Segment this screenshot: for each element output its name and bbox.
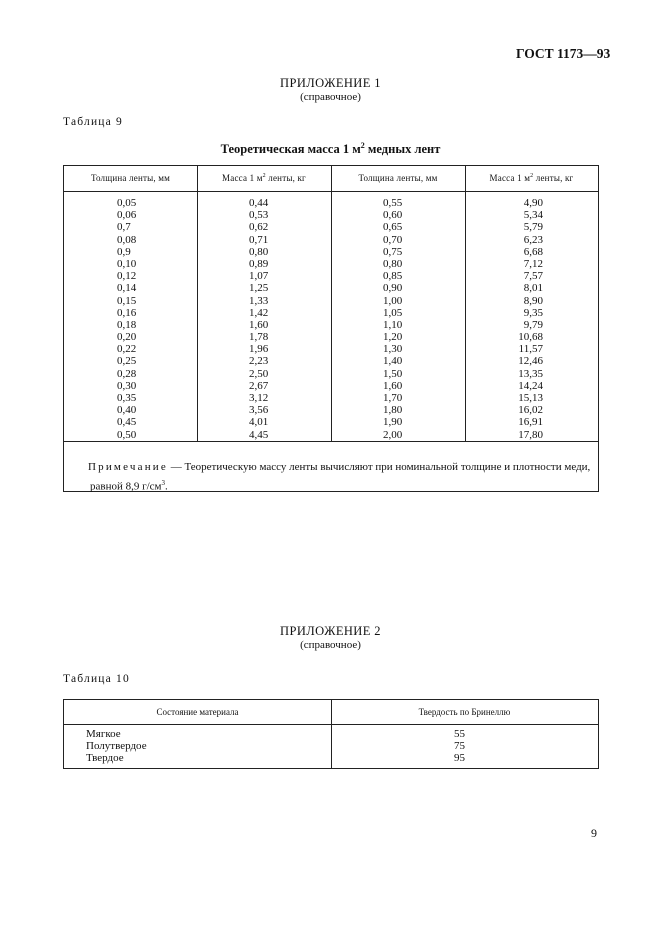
table10-header-state: Состояние материала [156,707,239,717]
table9 [63,165,599,492]
table9-cell: 0,15 [117,294,137,307]
table9-col-mass-2 [508,197,543,441]
table9-cell: 4,01 [249,416,269,429]
table9-cell: 7,57 [523,270,543,283]
table9-header-thickness-1: Толщина ленты, мм [90,173,171,183]
table9-cell: 0,12 [117,270,137,283]
table9-cell: 5,79 [523,221,543,234]
table9-cell: 1,42 [249,306,269,319]
table9-cell: 0,44 [249,197,269,209]
table9-cell: 6,23 [523,233,543,246]
table9-cell: 1,60 [249,318,269,331]
annex2-subtitle: (справочное) [300,639,361,651]
table9-cell: 0,20 [117,331,137,344]
table9-cell: 0,7 [117,221,131,234]
table9-note [64,460,598,493]
table9-cell: 0,90 [383,282,403,295]
table9-cell: 1,40 [383,355,403,368]
table9-cell: 1,20 [383,331,403,344]
table9-cell: 0,71 [249,233,269,246]
table9-cell: 14,24 [518,379,543,392]
table9-cell: 1,00 [383,294,403,307]
table10-cell-state: Полутвердое [86,740,147,752]
table9-cell: 13,35 [518,367,543,380]
table9-divider [465,166,466,441]
table10-divider [331,700,332,768]
table9-cell: 0,55 [383,197,403,209]
table9-cell: 0,05 [117,197,137,209]
table9-cell: 1,70 [383,392,403,404]
table9-cell: 1,25 [249,282,269,295]
table9-cell: 0,80 [383,257,403,270]
table9-cell: 1,33 [249,294,269,307]
table9-cell: 8,90 [523,294,543,307]
table9-cell: 1,78 [249,331,269,344]
table9-cell: 12,46 [518,355,543,368]
table9-header-mass-2: Масса 1 $м^2$ ленты, кг [489,173,574,183]
table9-cell: 1,80 [383,404,403,417]
table9-cell: 1,90 [383,416,403,429]
table9-cell: 0,16 [117,306,137,319]
table9-cell: 0,06 [117,209,137,222]
table9-cell: 0,80 [249,245,269,258]
table9-cell: 5,34 [523,209,543,222]
table10-cell-state: Мягкое [86,728,121,740]
table9-cell: 16,02 [518,404,543,417]
table9-cell: 16,91 [518,416,543,429]
table9-title: Теоретическая масса 1 $м^2$ медных лент [220,141,441,157]
table9-cell: 2,67 [249,379,269,392]
table9-cell: 0,08 [117,233,137,246]
table9-cell: 4,90 [523,197,543,209]
table10-cell-hardness: 95 [454,752,465,764]
table9-cell: 1,10 [383,318,403,331]
table9-cell: 15,13 [518,392,543,404]
page-number: 9 [591,826,597,840]
note-line2: равной 8,9 $г/см^3$. [90,479,168,493]
table9-col-mass-1 [249,197,268,441]
table9-cell: 0,75 [383,245,403,258]
table9-cell: 0,85 [383,270,403,283]
table9-header-mass-1: Масса 1 $м^2$ ленты, кг [222,173,306,183]
table9-cell: 1,07 [249,270,269,283]
table9-cell: 0,25 [117,355,137,368]
table9-label: Таблица 9 [63,116,123,128]
annex1-title: ПРИЛОЖЕНИЕ 1 [280,76,381,90]
document-code: ГОСТ 1173—93 [516,46,611,61]
table9-cell: 0,18 [117,318,137,331]
table9-cell: 2,23 [249,355,269,368]
table9-cell: 0,50 [117,428,137,441]
table9-cell: 0,10 [117,257,137,270]
table9-cell: 0,9 [117,245,131,258]
table9-cell: 0,65 [383,221,403,234]
table10-cell-state: Твердое [86,752,124,764]
table9-cell: 6,68 [523,245,543,258]
note-prefix: Примечание [88,461,168,473]
table9-cell: 8,01 [523,282,543,295]
table9-cell: 2,50 [249,367,269,380]
table9-cell: 1,05 [383,306,403,319]
table9-cell: 10,68 [518,331,543,344]
table9-cell: 7,12 [523,257,543,270]
table10-cell-hardness: 75 [454,740,465,752]
table10-header-hardness: Твердость по Бринеллю [418,707,511,717]
table9-cell: 4,45 [249,428,269,441]
table9-header-thickness-2: Толщина ленты, мм [358,173,438,183]
table9-cell: 0,30 [117,379,137,392]
note-text: — Теоретическую массу ленты вычисляют при номинальной толщине и плотности меди, [167,461,591,473]
table9-cell: 0,60 [383,209,403,222]
table10-cell-hardness: 55 [454,728,465,740]
table9-cell: 1,60 [383,379,403,392]
table9-cell: 0,89 [249,257,269,270]
table9-cell: 0,40 [117,404,137,417]
table9-divider [331,166,332,441]
annex2-title: ПРИЛОЖЕНИЕ 2 [280,624,381,638]
table9-note-divider [64,441,598,442]
table9-cell: 11,57 [518,343,543,356]
annex1-subtitle: (справочное) [300,91,361,103]
table9-cell: 3,12 [249,392,269,404]
table9-col-thickness-2 [383,197,402,441]
table9-col-thickness-1 [117,197,136,441]
table9-cell: 17,80 [518,428,543,441]
table10 [63,699,599,769]
table9-cell: 0,70 [383,233,403,246]
table9-cell: 0,14 [117,282,137,295]
table9-divider [197,166,198,441]
table9-cell: 0,62 [249,221,269,234]
table10-label: Таблица 10 [63,673,130,685]
table9-cell: 1,30 [383,343,403,356]
table9-cell: 2,00 [383,428,403,441]
table9-cell: 0,53 [249,209,269,222]
table9-cell: 0,35 [117,392,137,404]
table9-cell: 1,50 [383,367,403,380]
table9-cell: 9,35 [523,306,543,319]
table9-cell: 1,96 [249,343,269,356]
table9-cell: 3,56 [249,404,269,417]
table9-cell: 0,28 [117,367,137,380]
table9-cell: 0,45 [117,416,137,429]
table9-cell: 0,22 [117,343,137,356]
table9-cell: 9,79 [523,318,543,331]
